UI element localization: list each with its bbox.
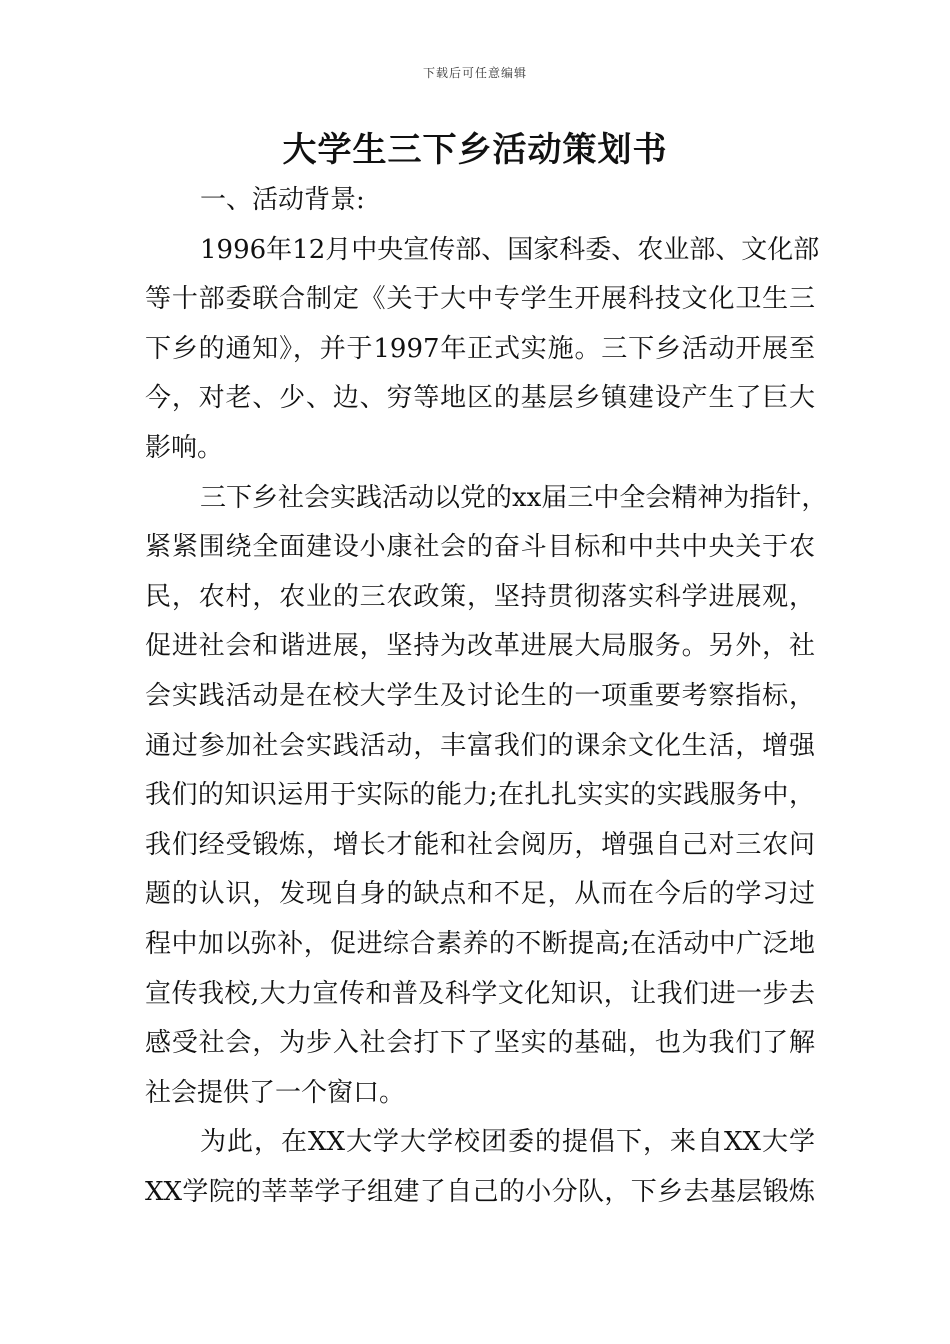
- paragraph-2-line: 我们的知识运用于实际的能力;在扎扎实实的实践服务中，: [145, 780, 815, 811]
- paragraph-1-line: 影响。: [145, 432, 224, 463]
- paragraph-3-line: XX学院的莘莘学子组建了自己的小分队，下乡去基层锻炼: [145, 1176, 815, 1207]
- paragraph-2-line: 民，农村，农业的三农政策，坚持贯彻落实科学进展观，: [145, 581, 815, 612]
- paragraph-1-line: 等十部委联合制定《关于大中专学生开展科技文化卫生三: [145, 284, 815, 315]
- paragraph-2-line: 三下乡社会实践活动以党的xx届三中全会精神为指针，: [200, 482, 828, 513]
- paragraph-3-line: 为此，在XX大学大学校团委的提倡下，来自XX大学: [200, 1127, 815, 1158]
- document-body: [145, 176, 828, 1217]
- header-note: 下载后可任意编辑: [422, 66, 527, 80]
- paragraph-2-line: 会实践活动是在校大学生及讨论生的一项重要考察指标，: [145, 680, 815, 711]
- paragraph-2-line: 社会提供了一个窗口。: [145, 1077, 406, 1108]
- paragraph-2-line: 题的认识，发现自身的缺点和不足，从而在今后的学习过: [145, 879, 815, 910]
- section-heading: 一、活动背景:: [200, 185, 365, 215]
- paragraph-2-line: 促进社会和谐进展，坚持为改革进展大局服务。另外，社: [145, 631, 815, 662]
- paragraph-2-line: 我们经受锻炼，增长才能和社会阅历，增强自己对三农问: [145, 829, 815, 860]
- paragraph-1-line: 今，对老、少、边、穷等地区的基层乡镇建设产生了巨大: [145, 383, 815, 414]
- paragraph-2-line: 感受社会，为步入社会打下了坚实的基础，也为我们了解: [145, 1028, 815, 1059]
- document-title: 大学生三下乡活动策划书: [282, 130, 668, 170]
- paragraph-1-line: 1996年12月中央宣传部、国家科委、农业部、文化部: [200, 234, 820, 265]
- paragraph-2-line: 通过参加社会实践活动，丰富我们的课余文化生活，增强: [145, 730, 815, 761]
- paragraph-2-line: 紧紧围绕全面建设小康社会的奋斗目标和中共中央关于农: [145, 532, 815, 563]
- paragraph-2-line: 程中加以弥补，促进综合素养的不断提高;在活动中广泛地: [145, 928, 815, 959]
- paragraph-2-line: 宣传我校,大力宣传和普及科学文化知识，让我们进一步去: [145, 978, 815, 1009]
- paragraph-1-line: 下乡的通知》，并于1997年正式实施。三下乡活动开展至: [145, 333, 815, 364]
